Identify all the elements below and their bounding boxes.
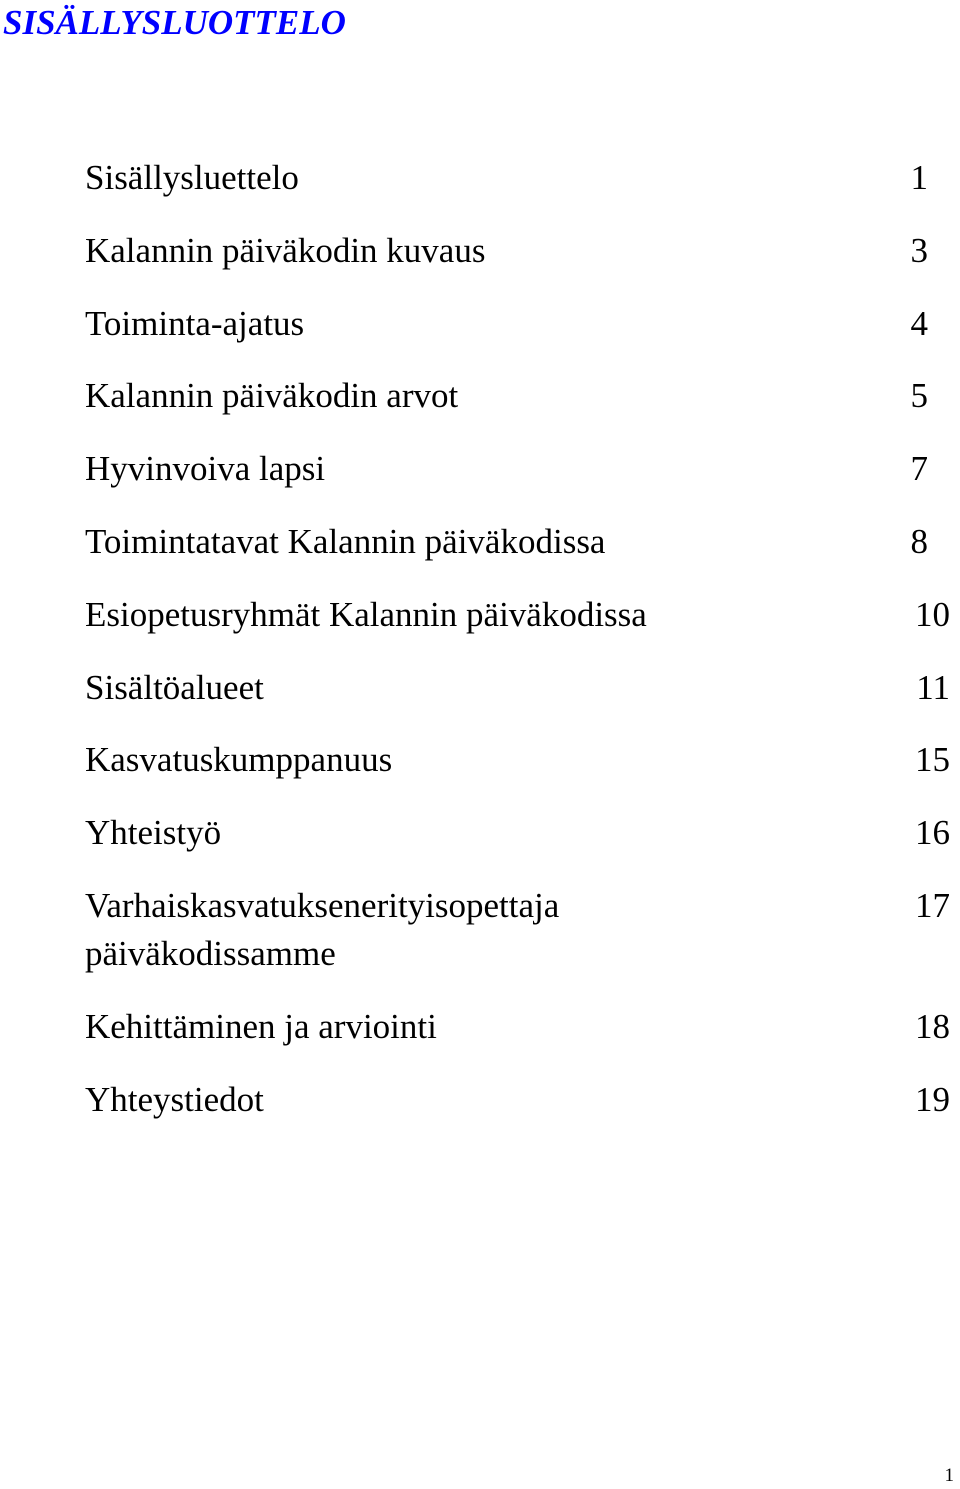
toc-entry-label: Yhteistyö [85, 813, 222, 853]
toc-entry [85, 227, 955, 300]
toc-entry [85, 154, 955, 227]
toc-entry-page: 16 [915, 813, 950, 853]
toc-entry-page: 15 [915, 740, 950, 780]
toc-entry-label: Toimintatavat Kalannin päiväkodissa [85, 521, 606, 561]
document-title: SISÄLLYSLUOTTELO [3, 3, 346, 42]
toc-entry-label: Yhteystiedot [85, 1079, 264, 1119]
toc-entry-page: 17 [915, 885, 950, 925]
toc-entry-label: Varhaiskasvatuksenerityisopettaja päiväkodissamme [85, 885, 560, 973]
toc-entry-label: Hyvinvoiva lapsi [85, 449, 326, 489]
page-number: 1 [944, 1465, 954, 1486]
toc-entry-page: 1 [910, 158, 928, 197]
toc-entry [85, 736, 955, 809]
toc-entry-label: Sisällysluettelo [85, 158, 299, 197]
table-of-contents [85, 154, 955, 1149]
toc-entry [85, 664, 955, 737]
toc-entry-page: 18 [915, 1006, 950, 1046]
toc-entry-label: Sisältöalueet [85, 667, 264, 707]
toc-entry-label: Esiopetusryhmät Kalannin päiväkodissa [85, 594, 647, 634]
toc-entry-page: 4 [910, 303, 928, 343]
toc-entry-label: Kalannin päiväkodin kuvaus [85, 230, 486, 270]
toc-entry [85, 882, 955, 1003]
toc-entry-label: Kehittäminen ja arviointi [85, 1006, 437, 1046]
toc-entry-page: 11 [916, 667, 950, 707]
toc-entry-page: 3 [910, 230, 928, 270]
toc-entry-page: 5 [910, 376, 928, 416]
toc-entry [85, 518, 955, 591]
toc-entry-label: Kasvatuskumppanuus [85, 740, 393, 780]
toc-entry [85, 445, 955, 518]
toc-entry-label: Toiminta-ajatus [85, 303, 305, 343]
toc-entry [85, 1003, 955, 1076]
toc-entry-page: 8 [910, 521, 928, 561]
toc-entry-page: 19 [915, 1079, 950, 1119]
toc-entry-page: 10 [915, 594, 950, 634]
toc-entry-page: 7 [910, 449, 928, 489]
toc-entry [85, 300, 955, 373]
toc-entry-label: Kalannin päiväkodin arvot [85, 376, 459, 416]
toc-entry [85, 809, 955, 882]
toc-entry [85, 372, 955, 445]
toc-entry [85, 1076, 955, 1149]
toc-entry [85, 591, 955, 664]
